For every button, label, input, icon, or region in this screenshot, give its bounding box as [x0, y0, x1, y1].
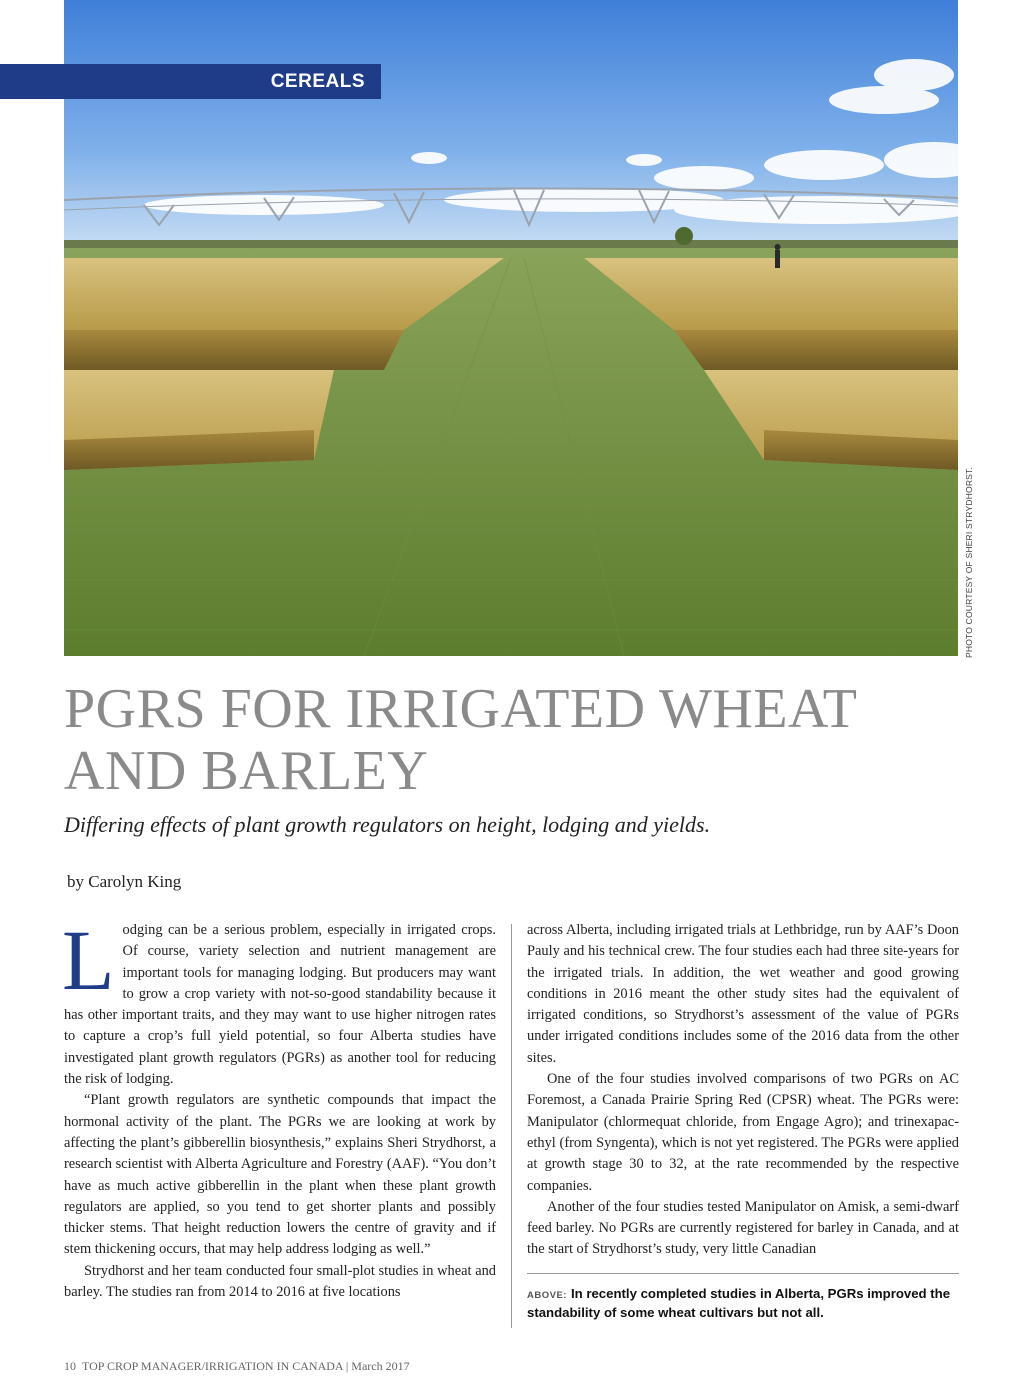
article-headline: PGRS FOR IRRIGATED WHEAT AND BARLEY — [64, 678, 857, 802]
body-paragraph: Strydhorst and her team conducted four small-plot studies in wheat and barley. The studies ran from 2014 to 2016 at five locations — [64, 1262, 496, 1301]
article-byline: by Carolyn King — [67, 872, 182, 891]
body-paragraph: One of the four studies involved comparisons of two PGRs on AC Foremost, a Canada Prairie Spring Red (CPSR) wheat. The PGRs were: Manipulator (chlormequat chloride, from Engage Agro); and trinexapac-ethyl (from Syngenta), which is not yet registered. The PGRs were applied at growth stage 30 to 32, at the rate recommended by the respective companies. — [527, 1071, 959, 1194]
publication-name: TOP CROP MANAGER/IRRIGATION IN CANADA | March 2017 — [82, 1359, 410, 1373]
caption-text: In recently completed studies in Alberta, PGRs improved the standability of some wheat cultivars but not all. — [527, 1286, 951, 1320]
article-deck: Differing effects of plant growth regulators on height, lodging and yields. — [64, 812, 711, 837]
body-paragraph: “Plant growth regulators are synthetic compounds that impact the hormonal activity of the plant. The PGRs we are looking at work by affecting the plant’s gibberellin biosynthesis,” explains Sheri Strydhorst, a research scientist with Alberta Agriculture and Forestry (AAF). “You don’t have as much active gibberellin in the plant when these plant growth regulators are applied, so you tend to get shorter plants and possibly thicker stems. That height reduction lowers the centre of gravity and if stem thickening occurs, that may help address lodging as well.” — [64, 1092, 496, 1258]
section-tag-label: CEREALS — [270, 71, 365, 92]
section-tag — [0, 64, 381, 99]
body-column-left — [62, 912, 496, 1303]
caption-label: ABOVE: — [527, 1290, 567, 1301]
body-paragraph: Lodging can be a serious problem, especially in irrigated crops. Of course, variety selection and nutrient management are important tools for managing lodging. But producers may want to grow a crop variety with not-so-good standability because it has other important traits, and they may want to use higher nitrogen rates to capture a crop’s full yield potential, so four Alberta studies have investigated plant growth regulators (PGRs) as another tool for reducing the risk of lodging. — [62, 912, 496, 1088]
drop-cap: L — [62, 912, 115, 1008]
caption-divider — [527, 1273, 959, 1274]
body-paragraph: across Alberta, including irrigated trials at Lethbridge, run by AAF’s Doon Pauly and his technical crew. The four studies each had three site-years for the irrigated trials. In addition, the wet weather and good growing conditions in 2016 meant the other study sites had the equivalent of irrigated conditions, so Strydhorst’s assessment of the value of PGRs under irrigated conditions includes some of the 2016 data from the other sites. — [527, 922, 959, 1066]
page-footer — [64, 1359, 410, 1374]
body-paragraph: Another of the four studies tested Manipulator on Amisk, a semi-dwarf feed barley. No PGRs are currently registered for barley in Canada, and at the start of Strydhorst’s study, very little Canadian — [527, 1198, 959, 1258]
photo-credit: PHOTO COURTESY OF SHERI STRYDHORST. — [964, 466, 974, 658]
page-number: 10 — [64, 1359, 76, 1373]
photo-caption — [527, 1285, 967, 1321]
column-divider — [511, 924, 512, 1328]
body-column-right — [527, 920, 959, 1261]
